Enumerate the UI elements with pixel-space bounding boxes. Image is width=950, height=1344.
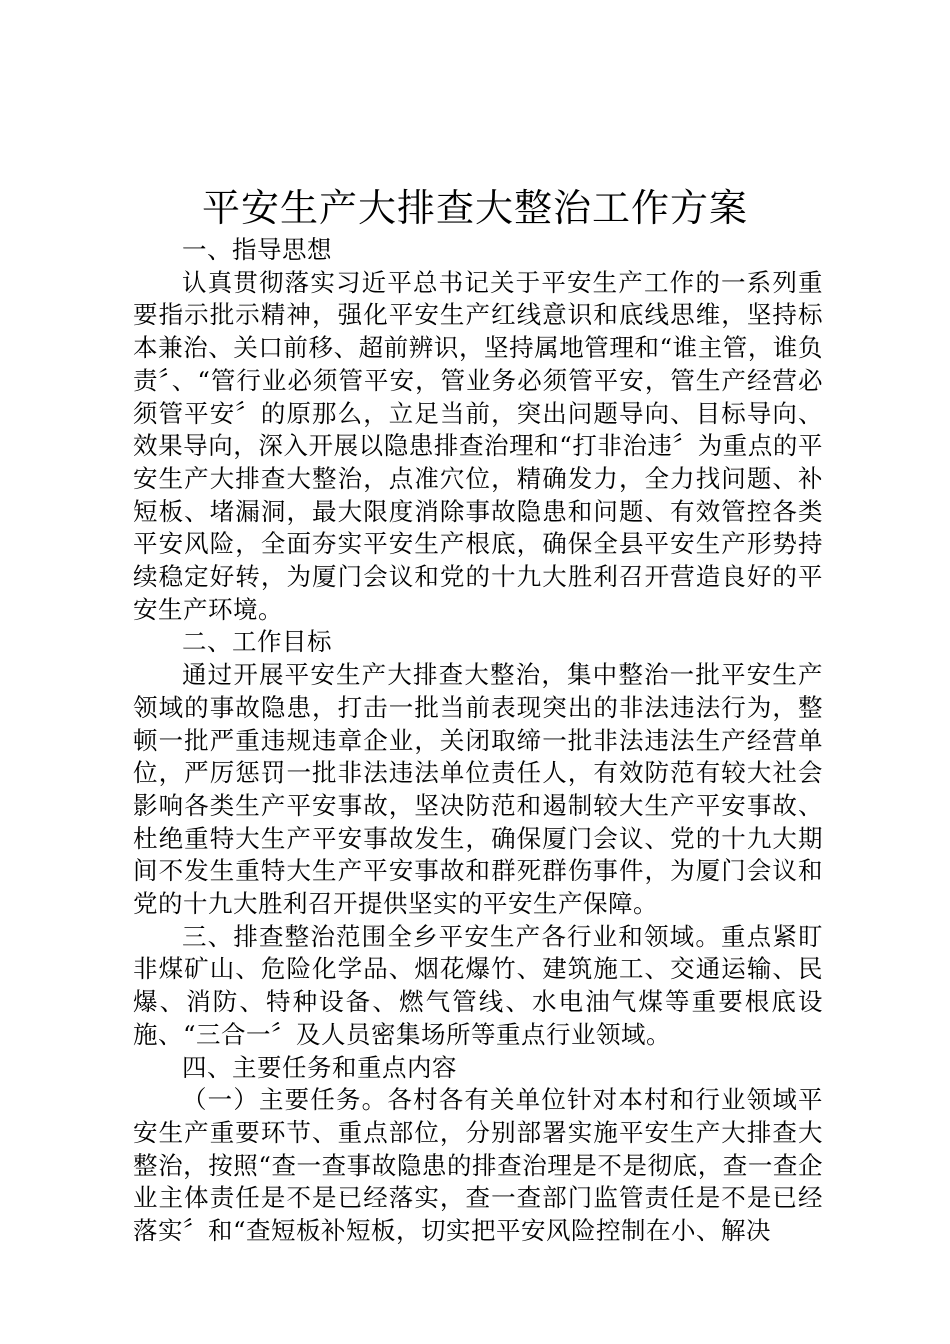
- document-title: 平安生产大排查大整治工作方案: [201, 186, 748, 230]
- section-paragraph-scope: 三、排查整治范围全乡平安生产各行业和领域。重点紧盯非煤矿山、危险化学品、烟花爆竹、建筑施工、交通运输、民爆、消防、特种设备、燃气管线、水电油气煤等重要根底设施、“三合一〞及人员密集场所等重点行业领域。: [133, 921, 823, 1049]
- section-paragraph-guiding-ideology: 认真贯彻落实习近平总书记关于平安生产工作的一系列重要指示批示精神，强化平安生产红线意识和底线思维，坚持标本兼治、关口前移、超前辨识，坚持属地管理和“谁主管，谁负责〞、“管行业必须管平安，管业务必须管平安，管生产经营必须管平安〞的原那么，立足当前，突出问题导向、目标导向、效果导向，深入开展以隐患排查治理和“打非治违〞为重点的平安生产大排查大整治，点准穴位，精确发力，全力找问题、补短板、堵漏洞，最大限度消除事故隐患和问题、有效管控各类平安风险，全面夯实平安生产根底，确保全县平安生产形势持续稳定好转，为厦门会议和党的十九大胜利召开营造良好的平安生产环境。: [133, 267, 823, 624]
- section-heading-main-tasks: 四、主要任务和重点内容: [182, 1052, 457, 1082]
- document-body: [133, 234, 823, 1248]
- section-paragraph-main-tasks: （一）主要任务。各村各有关单位针对本村和行业领域平安生产重要环节、重点部位，分别部署实施平安生产大排查大整治，按照“查一查事故隐患的排查治理是不是彻底，查一查企业主体责任是不是已经落实，查一查部门监管责任是不是已经落实〞和“查短板补短板，切实把平安风险控制在小、解决: [133, 1085, 823, 1246]
- section-heading-guiding-ideology: 一、指导思想: [182, 235, 332, 264]
- section-heading-work-goals: 二、工作目标: [182, 627, 332, 657]
- section-paragraph-work-goals: 通过开展平安生产大排查大整治，集中整治一批平安生产领域的事故隐患，打击一批当前表现突出的非法违法行为，整顿一批严重违规违章企业，关闭取缔一批非法违法生产经营单位，严厉惩罚一批非法违法单位责任人，有效防范有较大社会影响各类生产平安事故，坚决防范和遏制较大生产平安事故、杜绝重特大生产平安事故发生，确保厦门会议、党的十九大期间不发生重特大生产平安事故和群死群伤事件，为厦门会议和党的十九大胜利召开提供坚实的平安生产保障。: [133, 660, 823, 919]
